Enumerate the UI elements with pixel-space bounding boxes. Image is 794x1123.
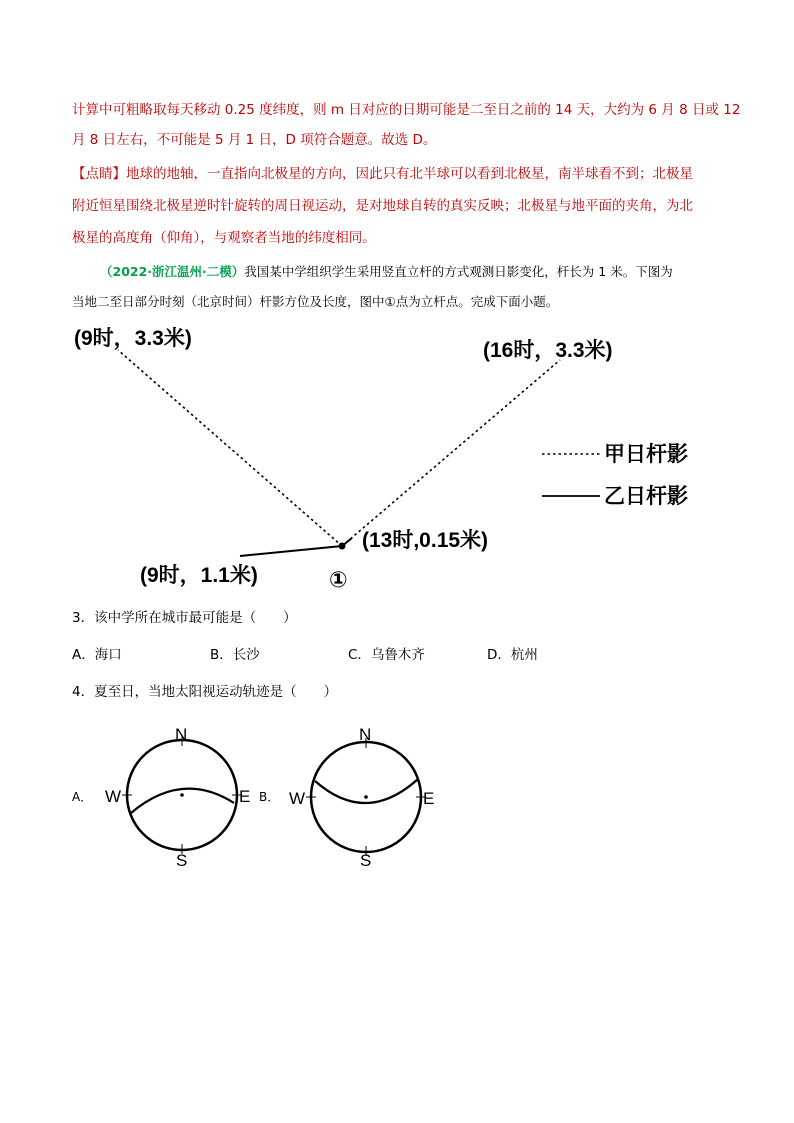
q3-option-d[interactable]: D．杭州 xyxy=(487,647,538,663)
legend-solid-label: 乙日杆影 xyxy=(604,485,688,508)
q3-stem: 3．该中学所在城市最可能是（ ） xyxy=(72,610,297,626)
sun-path-diagram-a[interactable] xyxy=(100,722,280,872)
legend-dotted-label: 甲日杆影 xyxy=(604,443,688,466)
sun-path-a xyxy=(131,789,234,813)
dir-e-b: E xyxy=(423,789,435,808)
jia-16h-shadow xyxy=(342,360,560,546)
pole-point-label: ① xyxy=(329,567,348,592)
label-13h: (13时,0.15米) xyxy=(362,529,489,552)
label-9h-yi: (9时，1.1米) xyxy=(140,564,258,587)
dir-n-b: N xyxy=(359,725,372,744)
dir-s-b: S xyxy=(360,851,372,870)
dir-w-a: W xyxy=(105,787,122,806)
tip-line-3: 极星的高度角（仰角），与观察者当地的纬度相同。 xyxy=(72,230,376,246)
dir-e-a: E xyxy=(239,787,251,806)
dir-s-a: S xyxy=(176,851,188,870)
q3-option-b[interactable]: B．长沙 xyxy=(210,647,260,663)
problem-intro-line-1 xyxy=(100,262,730,282)
problem-intro-line-2: 当地二至日部分时刻（北京时间）杆影方位及长度，图中①点为立杆点。完成下面小题。 xyxy=(72,294,559,309)
analysis-line-1: 计算中可粗略取每天移动 0.25 度纬度，则 m 日对应的日期可能是二至日之前的 14 天，大约为 6 月 8 日或 12 xyxy=(72,102,741,118)
tip-line-2: 附近恒星围绕北极星逆时针旋转的周日视运动，是对地球自转的真实反映；北极星与地平面的夹角，为北 xyxy=(72,198,693,214)
center-dot-a xyxy=(180,793,184,797)
tip-line-1 xyxy=(72,164,732,184)
problem-source: （2022·浙江温州·二模） xyxy=(100,264,245,279)
q3-option-a[interactable]: A．海口 xyxy=(72,647,122,663)
dir-w-b: W xyxy=(289,789,306,808)
tip-text-1: 地球的地轴，一直指向北极星的方向，因此只有北半球可以看到北极星，南半球看不到；北极星 xyxy=(126,166,693,182)
q4-stem: 4．夏至日，当地太阳视运动轨迹是（ ） xyxy=(72,684,338,700)
analysis-line-2: 月 8 日左右，不可能是 5 月 1 日，D 项符合题意。故选 D。 xyxy=(72,132,437,148)
label-16h: (16时，3.3米) xyxy=(483,339,613,362)
pole-point xyxy=(339,543,346,550)
jia-9h-shadow xyxy=(118,350,342,546)
yi-9h-shadow xyxy=(240,546,342,556)
dir-n-a: N xyxy=(175,725,188,744)
q4-option-b-label[interactable]: B． xyxy=(259,790,280,804)
q4-option-a-label[interactable]: A． xyxy=(72,790,93,804)
tip-label: 【点睛】 xyxy=(72,166,126,182)
shadow-diagram xyxy=(0,310,794,600)
sun-path-b xyxy=(315,779,418,803)
label-9h-jia: (9时，3.3米) xyxy=(74,327,192,350)
center-dot-b xyxy=(364,795,368,799)
sun-path-diagram-b[interactable] xyxy=(284,722,464,872)
problem-intro-text-1: 我国某中学组织学生采用竖直立杆的方式观测日影变化，杆长为 1 米。下图为 xyxy=(244,264,673,279)
q3-option-c[interactable]: C．乌鲁木齐 xyxy=(348,647,425,663)
